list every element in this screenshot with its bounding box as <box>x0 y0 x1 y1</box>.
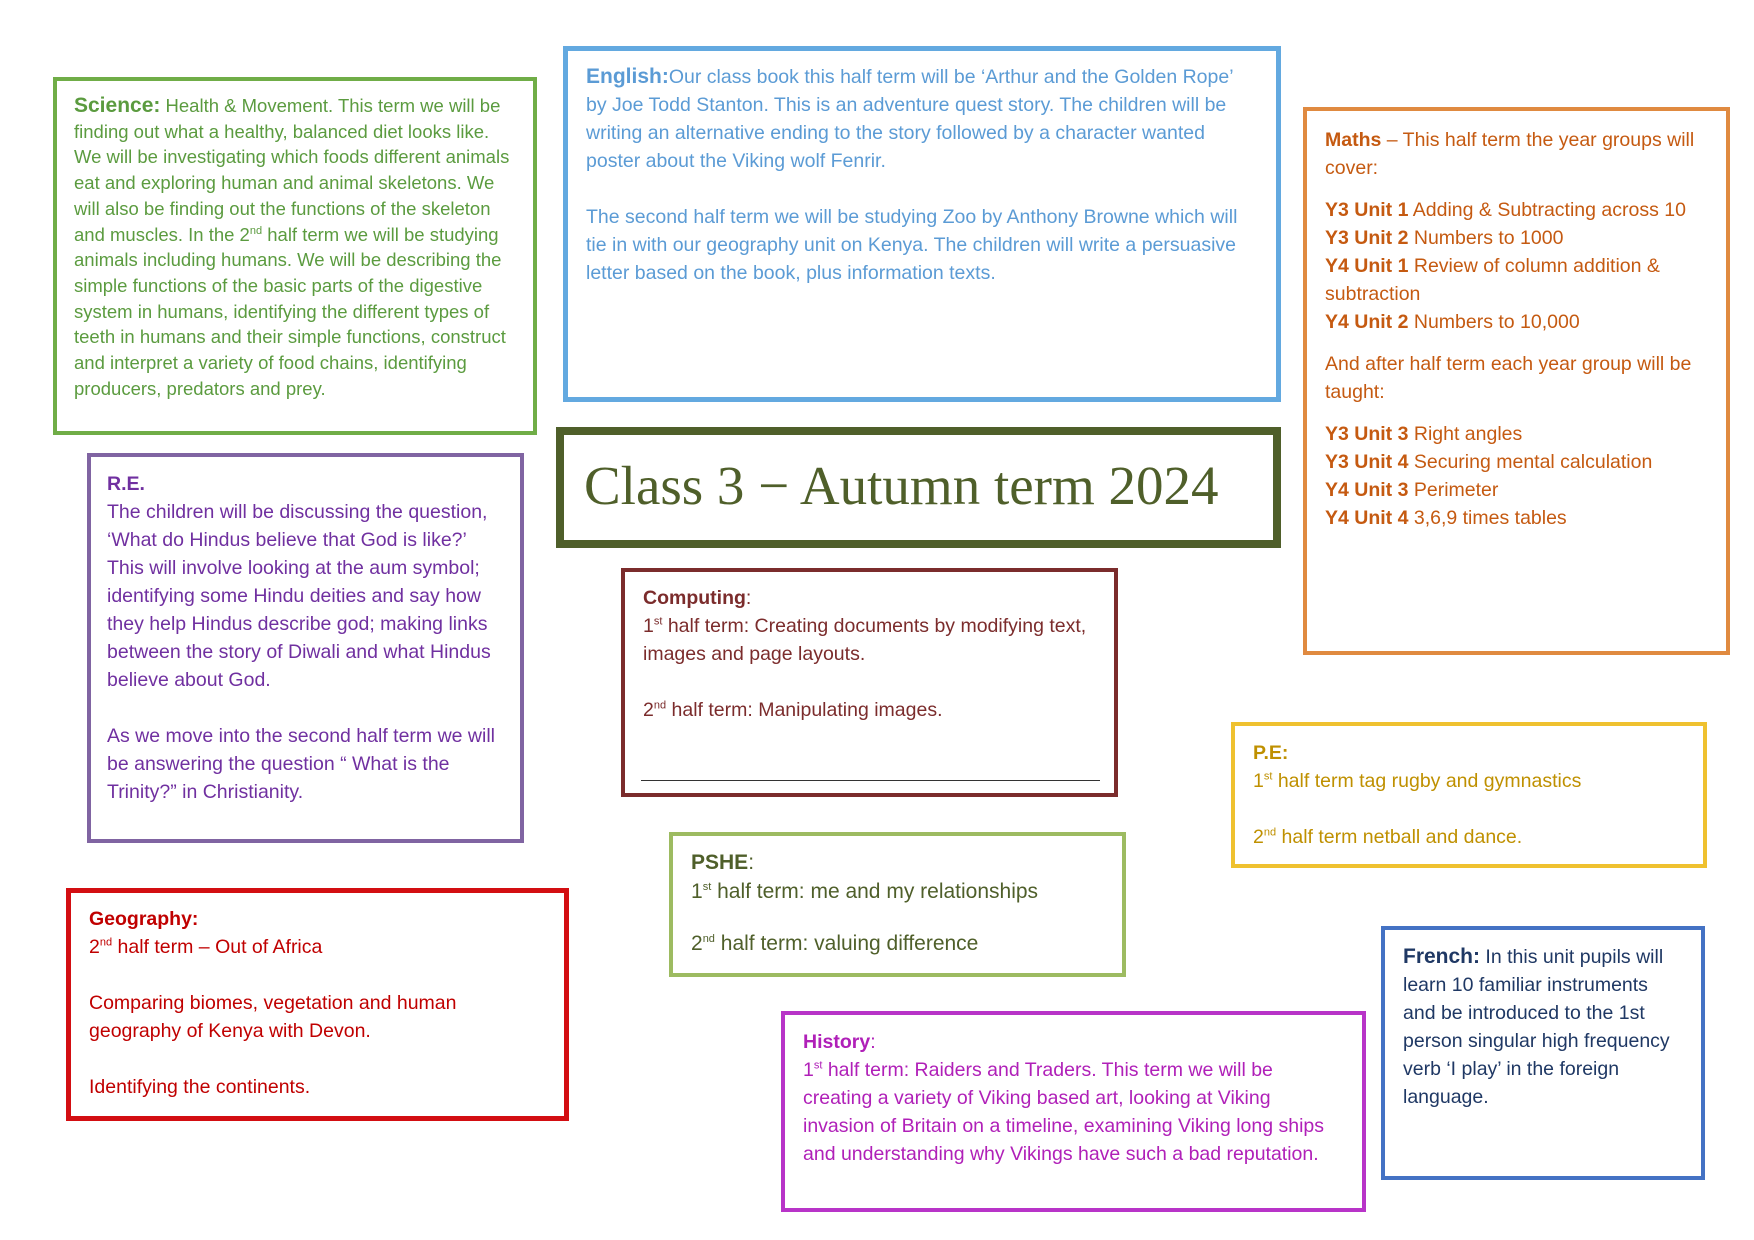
maths-unit-row <box>1325 255 1660 305</box>
maths-unit-row <box>1325 507 1567 529</box>
pe-heading <box>1253 739 1685 767</box>
page-title: Class 3 − Autumn term 2024 <box>584 455 1219 516</box>
pshe-colon: : <box>748 851 755 874</box>
ordinal-suffix: nd <box>1263 826 1277 839</box>
geography-heading-text: Geography: <box>89 908 199 930</box>
science-sup: nd <box>249 224 263 237</box>
re-para-2: As we move into the second half term we will be answering the question “ What is the Trinity?” in Christianity. <box>107 725 496 803</box>
ordinal-number: 1 <box>1253 770 1264 792</box>
history-line-1 <box>803 1056 1344 1168</box>
pe-line-2 <box>1253 823 1685 851</box>
maths-intro <box>1325 126 1708 182</box>
science-text <box>74 93 516 401</box>
maths-unit-topic: 3,6,9 times tables <box>1408 507 1567 529</box>
maths-unit-row <box>1325 227 1563 249</box>
pshe-heading <box>691 849 1104 877</box>
maths-heading: Maths <box>1325 129 1382 151</box>
ordinal-number: 2 <box>643 699 654 721</box>
history-box <box>781 1011 1366 1212</box>
pe-box <box>1231 722 1707 868</box>
maths-after: And after half term each year group will be taught: <box>1325 353 1692 403</box>
maths-unit-topic: Perimeter <box>1408 479 1499 501</box>
maths-unit-topic: Adding & Subtracting across 10 <box>1408 199 1686 221</box>
ordinal-number: 1 <box>691 880 703 903</box>
ordinal-suffix: nd <box>702 933 715 945</box>
geography-box <box>66 888 569 1121</box>
english-box <box>563 46 1281 402</box>
french-heading: French: <box>1403 945 1481 968</box>
maths-intro-text: – This half term the year groups will cover: <box>1325 129 1695 179</box>
ordinal-number: 2 <box>89 936 100 958</box>
pshe-line-1 <box>691 877 1104 907</box>
maths-unit-row <box>1325 199 1686 221</box>
english-para-2: The second half term we will be studying Zoo by Anthony Browne which will tie in with our geography unit on Kenya. The children will write a persuasive letter based on the book, plus information texts. <box>586 206 1238 284</box>
computing-heading-text: Computing <box>643 587 746 609</box>
maths-unit-row <box>1325 451 1652 473</box>
maths-unit-label: Y3 Unit 3 <box>1325 423 1409 445</box>
geography-line-1 <box>89 933 546 961</box>
title-box <box>556 427 1281 548</box>
pshe-line-1-text: half term: me and my relationships <box>711 880 1039 903</box>
ordinal-number: 2 <box>691 932 703 955</box>
maths-unit-row <box>1325 311 1580 333</box>
re-heading-text: R.E. <box>107 473 145 495</box>
maths-unit-label: Y3 Unit 4 <box>1325 451 1409 473</box>
french-box <box>1381 926 1705 1180</box>
divider-line <box>641 780 1100 781</box>
english-heading: English: <box>586 65 669 88</box>
history-colon: : <box>870 1031 876 1053</box>
maths-unit-label: Y3 Unit 2 <box>1325 227 1409 249</box>
computing-line-1 <box>643 612 1096 668</box>
ordinal-number: 1 <box>643 615 654 637</box>
science-box <box>53 77 537 435</box>
ordinal-suffix: st <box>1263 770 1273 783</box>
pshe-box <box>669 832 1126 977</box>
re-box <box>87 453 524 843</box>
pe-line-2-text: half term netball and dance. <box>1276 826 1523 848</box>
maths-unit-topic: Numbers to 10,000 <box>1408 311 1580 333</box>
maths-unit-label: Y3 Unit 1 <box>1325 199 1409 221</box>
maths-unit-row <box>1325 479 1498 501</box>
computing-line-2-text: half term: Manipulating images. <box>666 699 943 721</box>
history-heading <box>803 1028 1344 1056</box>
ordinal-suffix: st <box>813 1059 823 1072</box>
pe-heading-text: P.E: <box>1253 742 1289 764</box>
ordinal-suffix: nd <box>99 936 113 949</box>
pe-line-1 <box>1253 767 1685 795</box>
french-text <box>1403 943 1683 1111</box>
ordinal-suffix: st <box>653 615 663 628</box>
computing-heading <box>643 584 1096 612</box>
maths-unit-label: Y4 Unit 3 <box>1325 479 1409 501</box>
science-text-part2: half term we will be studying animals including humans. We will be describing the simple functions of the basic parts of the digestive system in humans, identifying the different types of teeth in humans and their simple functions, construct and interpret a variety of food chains, identifying producers, predators and prey. <box>74 223 506 399</box>
computing-line-2 <box>643 696 1096 724</box>
maths-unit-label: Y4 Unit 4 <box>1325 507 1409 529</box>
maths-unit-label: Y4 Unit 1 <box>1325 255 1409 277</box>
ordinal-number: 2 <box>1253 826 1264 848</box>
ordinal-suffix: nd <box>653 699 667 712</box>
french-body: In this unit pupils will learn 10 familiar instruments and be introduced to the 1st person singular high frequency verb ‘I play’ in the foreign language. <box>1403 946 1670 1108</box>
english-para-1 <box>586 63 1258 175</box>
computing-box <box>621 568 1118 797</box>
maths-unit-label: Y4 Unit 2 <box>1325 311 1409 333</box>
pe-line-1-text: half term tag rugby and gymnastics <box>1272 770 1582 792</box>
maths-unit-topic: Securing mental calculation <box>1408 451 1653 473</box>
pshe-line-2-text: half term: valuing difference <box>714 932 979 955</box>
computing-colon: : <box>745 587 752 609</box>
pshe-line-2 <box>691 929 1104 959</box>
re-heading <box>107 470 504 498</box>
pshe-heading-text: PSHE <box>691 851 749 874</box>
maths-unit-topic: Right angles <box>1408 423 1523 445</box>
maths-unit-topic: Numbers to 1000 <box>1408 227 1564 249</box>
geography-para-2: Comparing biomes, vegetation and human geography of Kenya with Devon. <box>89 992 457 1042</box>
english-text-1: Our class book this half term will be ‘Arthur and the Golden Rope’ by Joe Todd Stanton. This is an adventure quest story. The children will be writing an alternative ending to the story followed by a character wanted poster about the Viking wolf Fenrir. <box>586 66 1233 172</box>
science-text-part1: Health & Movement. This term we will be finding out what a healthy, balanced diet looks like. We will be investigating which foods different animals eat and exploring human and animal skeletons. We will also be finding out the functions of the skeleton and muscles. In the 2 <box>74 95 510 245</box>
geography-line-1-text: half term – Out of Africa <box>112 936 323 958</box>
science-heading: Science: <box>74 94 161 117</box>
maths-unit-topic: Review of column addition & subtraction <box>1325 255 1660 305</box>
computing-line-1-text: half term: Creating documents by modifying text, images and page layouts. <box>643 615 1087 665</box>
geography-heading <box>89 905 546 933</box>
ordinal-number: 1 <box>803 1059 814 1081</box>
history-line-1-text: half term: Raiders and Traders. This term we will be creating a variety of Viking based art, looking at Viking invasion of Britain on a timeline, examining Viking long ships and understanding why Vikings have such a bad reputation. <box>803 1059 1325 1165</box>
re-para-1: The children will be discussing the question, ‘What do Hindus believe that God is like?’ This will involve looking at the aum symbol; identifying some Hindu deities and say how they help Hindus describe god; making links between the story of Diwali and what Hindus believe about God. <box>107 501 491 691</box>
maths-box <box>1303 107 1730 655</box>
ordinal-suffix: st <box>702 881 712 893</box>
maths-unit-row <box>1325 423 1522 445</box>
maths-units-second-half <box>1325 420 1708 532</box>
maths-units-first-half <box>1325 196 1708 336</box>
geography-para-3: Identifying the continents. <box>89 1076 311 1098</box>
history-heading-text: History <box>803 1031 871 1053</box>
